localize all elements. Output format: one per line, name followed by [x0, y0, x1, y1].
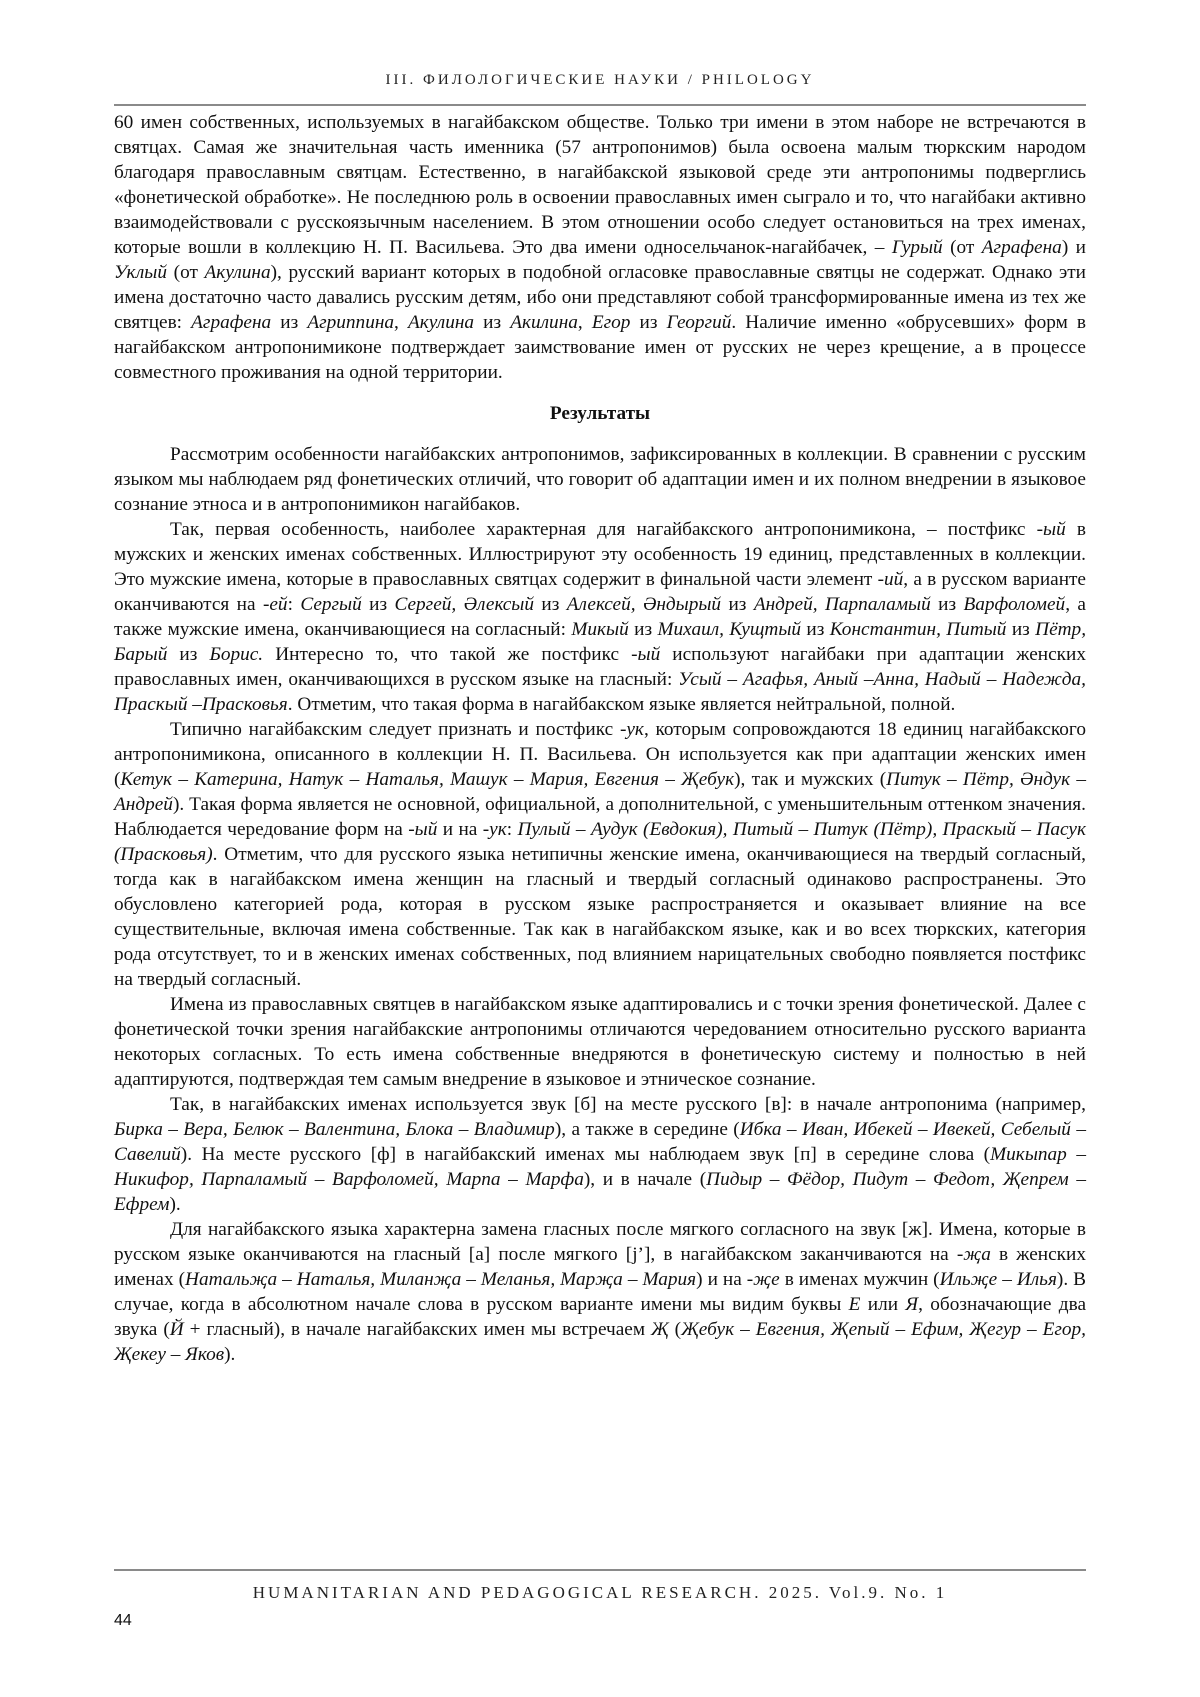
paragraph-vowel-replacement: Для нагайбакского языка характерна замена гласных после мягкого согласного на звук [ж]. Имена, которые в русском языке оканчиваются на гласный [а] после мягкого [j’], в нагайбакском заканчиваются на -җа в женских именах (Натальҗа – Наталья, Миланҗа – Меланья, Марҗа – Мария) и на -җе в именах мужчин (Ильҗе – Илья). В случае, когда в абсолютном начале слова в русском варианте имени мы видим буквы Е или Я, обозначающие два звука (Й + гласный), в начале нагайбакских имен мы встречаем Җ (Җебук – Евгения, Җепый – Ефим, Җегур – Егор, Җекеу – Яков). — [114, 1219, 1087, 1365]
paragraph-results-1: Рассмотрим особенности нагайбакских антропонимов, зафиксированных в коллекции. В сравнении с русским языком мы наблюдаем ряд фонетических отличий, что говорит об адаптации имен и их полном внедрении в языковое сознание этноса и в антропонимикон нагайбаков. — [114, 444, 1086, 515]
paragraph-intro-continued: 60 имен собственных, используемых в нагайбакском обществе. Только три имени в этом наборе не встречаются в святцах. Самая же значительная часть именника (57 антропонимов) была освоена малым тюркским народом благодаря православным святцам. Естественно, в нагайбакской языковой среде эти антропонимы подверглись «фонетической обработке». Не последнюю роль в освоении православных имен сыграло и то, что нагайбаки активно взаимодействовали с русскоязычным населением. В этом отношении особо следует остановиться на трех именах, которые вошли в коллекцию Н. П. Васильева. Это два имени односельчанок-нагайбачек, – Гурый (от Аграфена) и Уклый (от Акулина), русский вариант которых в подобной огласовке православные святцы не содержат. Однако эти имена достаточно часто давались русским детям, ибо они представляют собой трансформированные имена из тех же святцев: Аграфена из Агриппина, Акулина из Акилина, Егор из Георгий. Наличие именно «обрусевших» форм в нагайбакском антропонимиконе подтверждает заимствование имен от русских не через крещение, а в процессе совместного проживания на одной территории. — [114, 112, 1087, 383]
footer-rule — [114, 1569, 1086, 1571]
running-header: III. ФИЛОЛОГИЧЕСКИЕ НАУКИ / PHILOLOGY — [385, 72, 815, 88]
paragraph-postfix-yi: Так, первая особенность, наиболее характерная для нагайбакского антропонимикона, – постфикс -ый в мужских и женских именах собственных. Иллюстрируют эту особенность 19 единиц, представленных в коллекции. Это мужские имена, которые в православных святцах содержит в финальной части элемент -ий, а в русском варианте оканчиваются на -ей: Сергый из Сергей, Әлексый из Алексей, Әндырый из Андрей, Парпаламый из Варфоломей, а также мужские имена, оканчивающиеся на согласный: Микый из Михаил, Кущтый из Константин, Питый из Пётр, Барый из Борис. Интересно то, что такой же постфикс -ый используют нагайбаки при адаптации женских православных имен, оканчивающихся в русском языке на гласный: Усый – Агафья, Аный –Анна, Надый – Надежда, Праскый –Прасковья. Отметим, что такая форма в нагайбакском языке является нейтральной, полной. — [114, 519, 1087, 715]
header-rule — [114, 104, 1086, 106]
paragraph-postfix-uk: Типично нагайбакским следует признать и постфикс -ук, которым сопровождаются 18 единиц нагайбакского антропонимикона, описанного в коллекции Н. П. Васильева. Он используется как при адаптации женских имен (Кетук – Катерина, Натук – Наталья, Машук – Мария, Евгения – Җебук), так и мужских (Питук – Пётр, Әндук – Андрей). Такая форма является не основной, официальной, а дополнительной, с уменьшительным оттенком значения. Наблюдается чередование форм на -ый и на -ук: Пулый – Аудук (Евдокия), Питый – Питук (Пётр), Праскый – Пасук (Прасковья). Отметим, что для русского языка нетипичны женские имена, оканчивающиеся на твердый согласный, тогда как в нагайбакском имена женщин на гласный и твердый согласный одинаково распространены. Это обусловлено категорией рода, которая в русском языке распространяется и оказывает влияние на все существительные, включая имена собственные. Так как в нагайбакском языке, как и во всех тюркских, категория рода отсутствует, то и в женских именах собственных, под влиянием нарицательных свободно появляется постфикс на твердый согласный. — [114, 719, 1087, 990]
section-heading-results: Результаты — [549, 403, 651, 424]
article-body — [114, 110, 1086, 1367]
journal-footer: HUMANITARIAN AND PEDAGOGICAL RESEARCH. 2025. Vol.9. No. 1 — [252, 1583, 948, 1602]
paragraph-consonant-alternation: Так, в нагайбакских именах используется звук [б] на месте русского [в]: в начале антропонима (например, Бирка – Вера, Белюк – Валентина, Блока – Владимир), а также в середине (Ибка – Иван, Ибекей – Ивекей, Себелый – Савелий). На месте русского [ф] в нагайбакский именах мы наблюдаем звук [п] в середине слова (Микыпар – Никифор, Парпаламый – Варфоломей, Марпа – Марфа), и в начале (Пидыр – Фёдор, Пидут – Федот, Җепрем – Ефрем). — [114, 1094, 1087, 1215]
page-number: 44 — [114, 1612, 132, 1629]
paragraph-phonetic-adaptation: Имена из православных святцев в нагайбакском языке адаптировались и с точки зрения фонетической. Далее с фонетической точки зрения нагайбакские антропонимы отличаются чередованием относительно русского варианта некоторых согласных. То есть имена собственные внедряются в фонетическую систему и полностью в ней адаптируются, подтверждая тем самым внедрение в языковое и этническое сознание. — [114, 994, 1086, 1090]
